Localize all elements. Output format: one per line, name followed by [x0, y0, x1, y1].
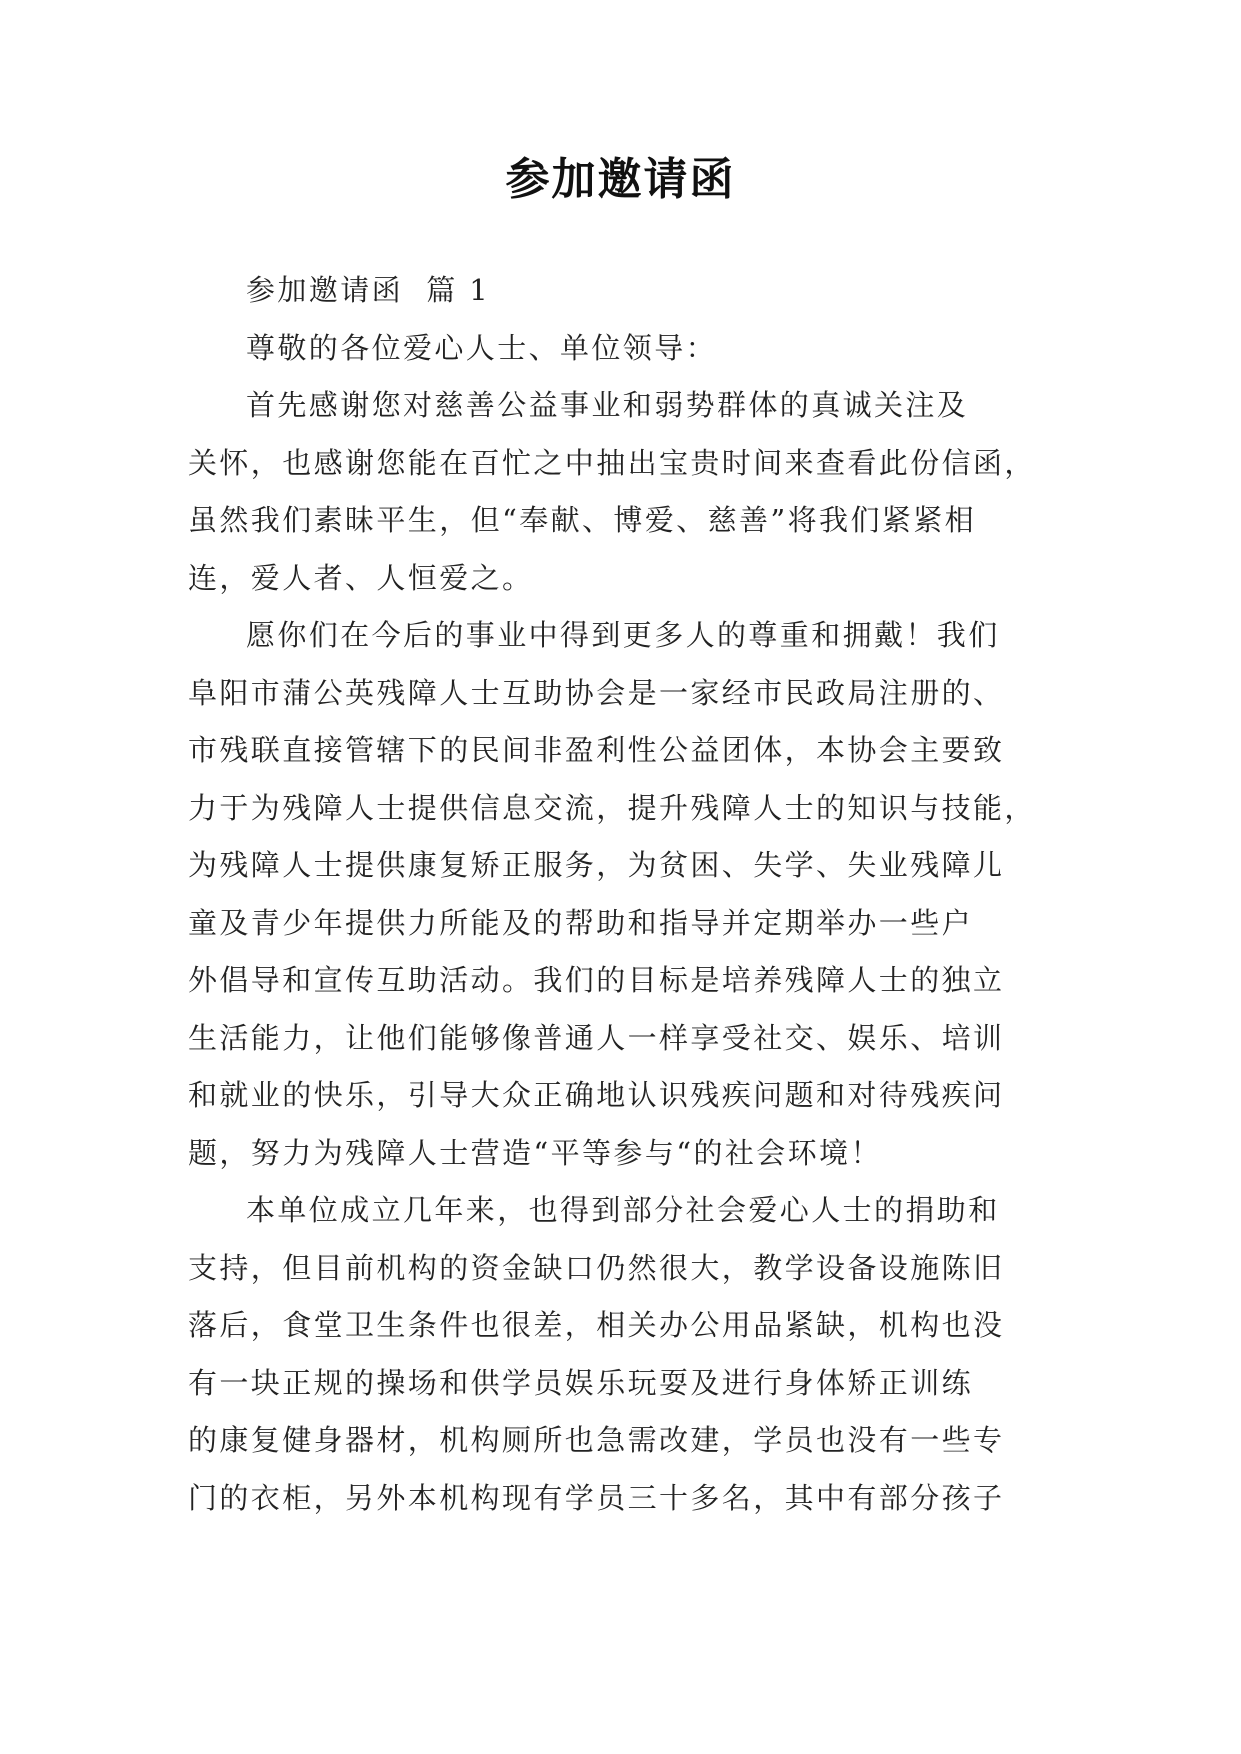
paragraph-2 — [188, 607, 1052, 1182]
paragraph-line: 阜阳市蒲公英残障人士互助协会是一家经市民政局注册的、 — [188, 675, 1005, 710]
paragraph-line: 力于为残障人士提供信息交流，提升残障人士的知识与技能， — [188, 790, 1036, 825]
paragraph-line: 本单位成立几年来，也得到部分社会爱心人士的捐助和 — [246, 1193, 1000, 1227]
paragraph-line: 关怀，也感谢您能在百忙之中抽出宝贵时间来查看此份信函， — [188, 445, 1036, 480]
paragraph-line: 虽然我们素昧平生，但“奉献、博爱、慈善”将我们紧紧相 — [188, 503, 977, 537]
paragraph-line: 门的衣柜，另外本机构现有学员三十多名，其中有部分孩子 — [188, 1480, 1005, 1515]
salutation-text: 尊敬的各位爱心人士、单位领导： — [246, 330, 718, 365]
paragraph-line: 愿你们在今后的事业中得到更多人的尊重和拥戴！我们 — [246, 618, 1000, 652]
paragraph-line: 连，爱人者、人恒爱之。 — [188, 560, 534, 595]
paragraph-line: 和就业的快乐，引导大众正确地认识残疾问题和对待残疾问 — [188, 1078, 1005, 1112]
document-title: 参加邀请函 — [505, 154, 736, 205]
paragraph-line: 为残障人士提供康复矫正服务，为贫困、失学、失业残障儿 — [188, 848, 1005, 882]
document-body — [188, 262, 1052, 1527]
paragraph-line: 外倡导和宣传互助活动。我们的目标是培养残障人士的独立 — [188, 963, 1005, 997]
section-heading-text: 参加邀请函 篇 1 — [246, 273, 491, 307]
salutation — [188, 320, 1052, 378]
paragraph-line: 的康复健身器材，机构厕所也急需改建，学员也没有一些专 — [188, 1423, 1005, 1457]
paragraph-line: 生活能力，让他们能够像普通人一样享受社交、娱乐、培训 — [188, 1020, 1005, 1055]
paragraph-line: 支持，但目前机构的资金缺口仍然很大，教学设备设施陈旧 — [188, 1250, 1005, 1285]
paragraph-line: 首先感谢您对慈善公益事业和弱势群体的真诚关注及 — [246, 388, 969, 422]
paragraph-line: 市残联直接管辖下的民间非盈利性公益团体，本协会主要致 — [188, 733, 1005, 767]
paragraph-line: 落后，食堂卫生条件也很差，相关办公用品紧缺，机构也没 — [188, 1308, 1005, 1342]
paragraph-3 — [188, 1182, 1052, 1527]
paragraph-line: 题，努力为残障人士营造“平等参与“的社会环境！ — [188, 1135, 882, 1170]
section-heading — [188, 262, 1052, 320]
paragraph-1 — [188, 377, 1052, 607]
paragraph-line: 有一块正规的操场和供学员娱乐玩耍及进行身体矫正训练 — [188, 1365, 974, 1400]
paragraph-line: 童及青少年提供力所能及的帮助和指导并定期举办一些户 — [188, 905, 974, 940]
